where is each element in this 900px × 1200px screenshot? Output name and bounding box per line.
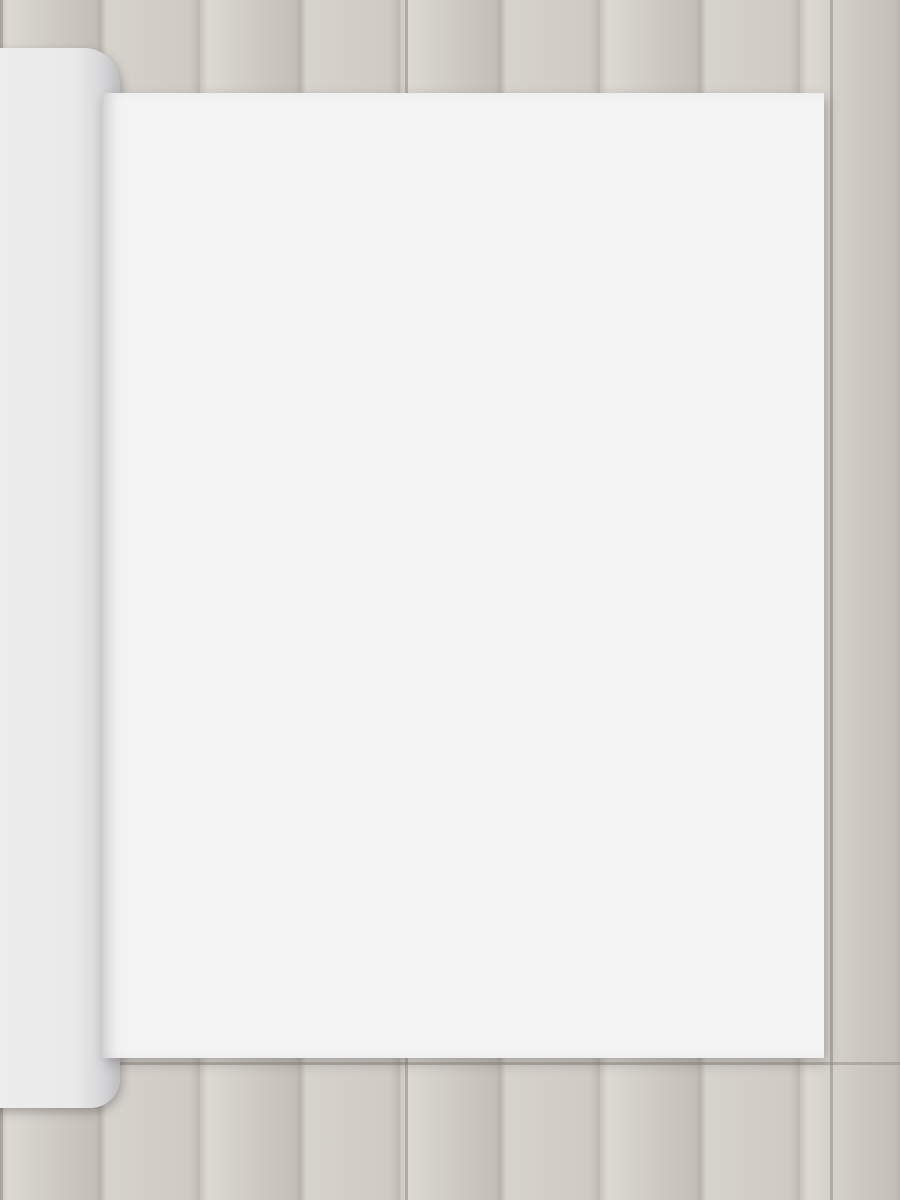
contents-page [102,93,824,1058]
board-seam [830,0,833,1200]
board-seam [0,1062,900,1065]
